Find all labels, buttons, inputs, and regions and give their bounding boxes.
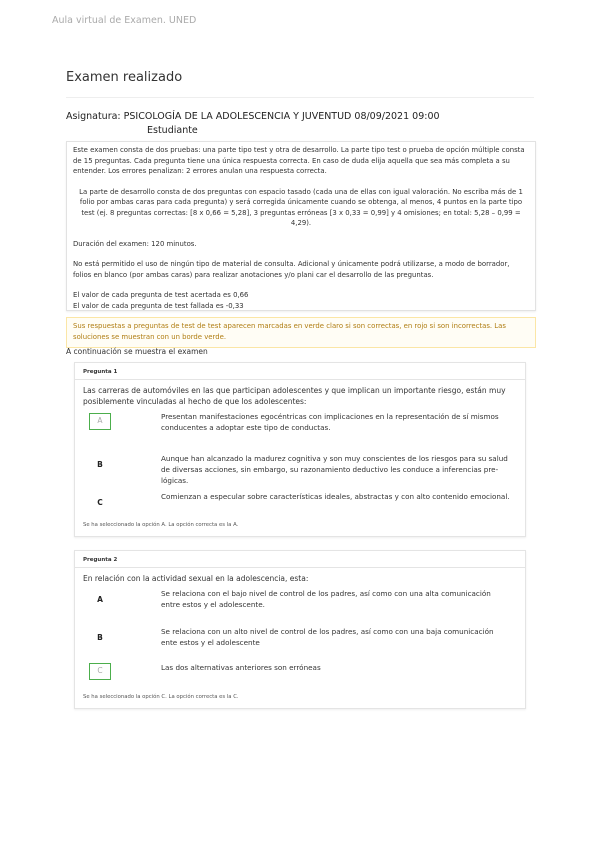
option-text: Se relaciona con un alto nivel de control de los padres, así como con una baja comunicación ente estos y el adolescente xyxy=(161,627,494,647)
continue-text: A continuación se muestra el examen xyxy=(66,347,208,356)
question-header: Pregunta 1 xyxy=(75,363,525,380)
notice-box: Sus respuestas a preguntas de test de test aparecen marcadas en verde claro si son correctas, en rojo si son incorrectas. Las soluciones se muestran con un borde verde. xyxy=(66,317,536,348)
option-letter: B xyxy=(97,460,103,469)
question-result: Se ha seleccionado la opción A. La opción correcta es la A. xyxy=(83,522,239,528)
option-text: Las dos alternativas anteriores son erróneas xyxy=(161,663,321,672)
page-title: Examen realizado xyxy=(66,70,183,85)
instructions-p1: Este examen consta de dos pruebas: una parte tipo test y otra de desarrollo. La parte tipo test o prueba de opción múltiple consta de 15 preguntas. Cada pregunta tiene una única respuesta correcta. En caso de duda elija aquella que sea más completa a su entender. Los errores penalizan: 2 errores anulan una respuesta correcta. xyxy=(73,146,525,175)
subject-line: Asignatura: PSICOLOGÍA DE LA ADOLESCENCIA Y JUVENTUD 08/09/2021 09:00 xyxy=(66,111,440,122)
question-text: Las carreras de automóviles en las que participan adolescentes y que implican un importante riesgo, están muy posiblemente vinculadas al hecho de que los adolescentes: xyxy=(83,386,506,406)
question-header: Pregunta 2 xyxy=(75,551,525,568)
option-a xyxy=(75,411,525,453)
question-text: En relación con la actividad sexual en la adolescencia, esta: xyxy=(83,574,309,583)
student-label: Estudiante xyxy=(147,125,198,136)
option-letter: B xyxy=(97,633,103,642)
option-letter-correct: A xyxy=(89,413,111,430)
question-card xyxy=(74,550,526,709)
option-text: Se relaciona con el bajo nivel de control de los padres, así como con una alta comunicación entre estos y el adolescente. xyxy=(161,589,491,609)
question-card xyxy=(74,362,526,537)
option-text: Comienzan a especular sobre características ideales, abstractas y con alto contenido emocional. xyxy=(161,492,510,501)
option-text: Aunque han alcanzado la madurez cognitiva y son muy conscientes de los riesgos para su salud de diversas acciones, sin embargo, su razonamiento deductivo les conduce a inferencias pre-lógicas. xyxy=(161,454,508,485)
instructions-p4: No está permitido el uso de ningún tipo de material de consulta. Adicional y únicamente podrá utilizarse, a modo de borrador, folios en blanco (por ambas caras) para realizar anotaciones y/o plani car el desarrollo de las preguntas. xyxy=(73,260,510,279)
option-letter: A xyxy=(97,595,103,604)
instructions-p2: La parte de desarrollo consta de dos preguntas con espacio tasado (cada una de ellas con igual valoración. No escriba más de 1 folio por ambas caras para cada pregunta) y será corregida únicamente cuando se obtenga, al menos, 4 puntos en la parte tipo test (ej. 8 preguntas correctas: [8 x 0,66 = 5,28], 3 preguntas erróneas [3 x 0,33 = 0,99] y 4 omisiones; en total: 5,28 – 0,99 = 4,29). xyxy=(79,187,523,227)
site-title: Aula virtual de Examen. UNED xyxy=(52,15,197,26)
option-letter: C xyxy=(97,498,103,507)
option-c xyxy=(75,491,525,518)
option-a xyxy=(75,588,525,626)
instructions-wrong-value: El valor de cada pregunta de test fallada es -0,33 xyxy=(73,301,244,310)
question-result: Se ha seleccionado la opción C. La opción correcta es la C. xyxy=(83,694,239,700)
option-letter-correct: C xyxy=(89,663,111,680)
instructions-duration: Duración del examen: 120 minutos. xyxy=(73,239,197,248)
option-b xyxy=(75,626,525,662)
option-b xyxy=(75,453,525,491)
divider xyxy=(66,97,534,98)
option-c xyxy=(75,662,525,690)
exam-instructions xyxy=(66,141,536,311)
option-text: Presentan manifestaciones egocéntricas con implicaciones en la representación de sí mismos conducentes a adoptar este tipo de conductas. xyxy=(161,412,499,432)
instructions-correct-value: El valor de cada pregunta de test acertada es 0,66 xyxy=(73,291,249,299)
